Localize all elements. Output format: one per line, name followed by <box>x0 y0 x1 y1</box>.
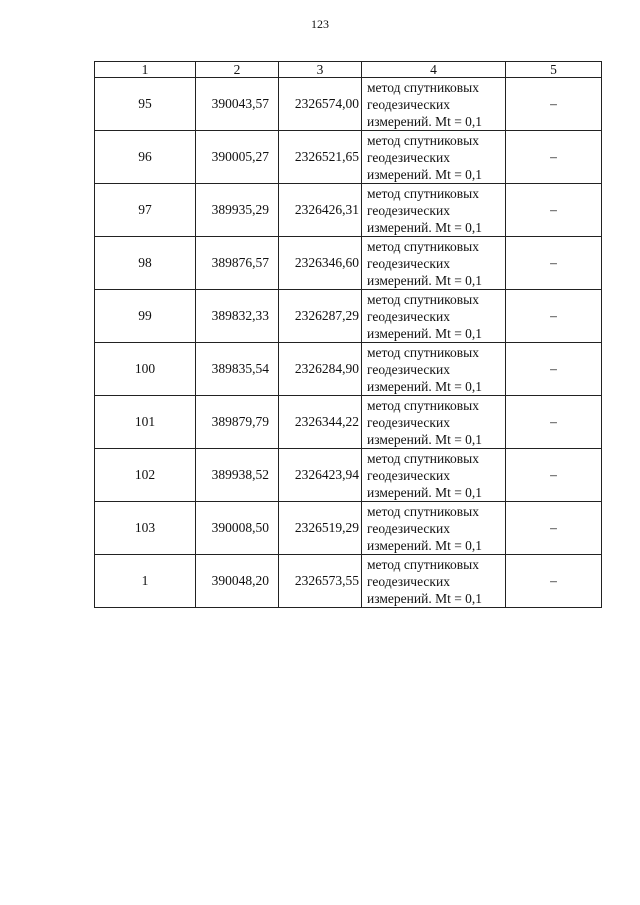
coordinate-x: 390008,50 <box>196 502 279 555</box>
coordinate-y: 2326519,29 <box>279 502 362 555</box>
coordinate-x: 390005,27 <box>196 131 279 184</box>
point-number: 97 <box>95 184 196 237</box>
coordinates-table <box>94 61 602 608</box>
coordinate-x: 389832,33 <box>196 290 279 343</box>
coordinate-x: 389876,57 <box>196 237 279 290</box>
coordinate-y: 2326344,22 <box>279 396 362 449</box>
note-cell: – <box>506 131 602 184</box>
point-number: 100 <box>95 343 196 396</box>
coordinate-y: 2326423,94 <box>279 449 362 502</box>
page-number: 123 <box>311 17 329 31</box>
point-number: 98 <box>95 237 196 290</box>
column-header-4: 4 <box>362 62 506 78</box>
table-row <box>95 78 602 131</box>
method-description: метод спутниковых геодезических измерений. Mt = 0,1 <box>362 237 506 290</box>
note-cell: – <box>506 290 602 343</box>
note-cell: – <box>506 343 602 396</box>
method-description: метод спутниковых геодезических измерений. Mt = 0,1 <box>362 131 506 184</box>
point-number: 95 <box>95 78 196 131</box>
note-cell: – <box>506 78 602 131</box>
coordinate-y: 2326426,31 <box>279 184 362 237</box>
method-description: метод спутниковых геодезических измерений. Mt = 0,1 <box>362 396 506 449</box>
coordinate-y: 2326346,60 <box>279 237 362 290</box>
note-cell: – <box>506 449 602 502</box>
note-cell: – <box>506 502 602 555</box>
coordinate-y: 2326574,00 <box>279 78 362 131</box>
method-description: метод спутниковых геодезических измерений. Mt = 0,1 <box>362 290 506 343</box>
point-number: 96 <box>95 131 196 184</box>
table-row <box>95 237 602 290</box>
note-cell: – <box>506 555 602 608</box>
note-cell: – <box>506 184 602 237</box>
method-description: метод спутниковых геодезических измерений. Mt = 0,1 <box>362 184 506 237</box>
coordinate-y: 2326284,90 <box>279 343 362 396</box>
table-row <box>95 555 602 608</box>
method-description: метод спутниковых геодезических измерений. Mt = 0,1 <box>362 78 506 131</box>
point-number: 102 <box>95 449 196 502</box>
method-description: метод спутниковых геодезических измерений. Mt = 0,1 <box>362 449 506 502</box>
column-header-3: 3 <box>279 62 362 78</box>
table-row <box>95 502 602 555</box>
method-description: метод спутниковых геодезических измерений. Mt = 0,1 <box>362 343 506 396</box>
coordinate-x: 389879,79 <box>196 396 279 449</box>
coordinate-y: 2326287,29 <box>279 290 362 343</box>
table-row <box>95 131 602 184</box>
column-header-5: 5 <box>506 62 602 78</box>
table-row <box>95 184 602 237</box>
table-row <box>95 449 602 502</box>
coordinate-x: 389938,52 <box>196 449 279 502</box>
method-description: метод спутниковых геодезических измерений. Mt = 0,1 <box>362 555 506 608</box>
table-row <box>95 396 602 449</box>
point-number: 99 <box>95 290 196 343</box>
table-row <box>95 290 602 343</box>
coordinate-x: 389835,54 <box>196 343 279 396</box>
coordinate-y: 2326573,55 <box>279 555 362 608</box>
coordinate-y: 2326521,65 <box>279 131 362 184</box>
column-header-1: 1 <box>95 62 196 78</box>
table-row <box>95 343 602 396</box>
coordinate-x: 389935,29 <box>196 184 279 237</box>
note-cell: – <box>506 237 602 290</box>
table-header-row <box>95 62 602 78</box>
point-number: 101 <box>95 396 196 449</box>
coordinate-x: 390043,57 <box>196 78 279 131</box>
method-description: метод спутниковых геодезических измерений. Mt = 0,1 <box>362 502 506 555</box>
point-number: 103 <box>95 502 196 555</box>
point-number: 1 <box>95 555 196 608</box>
column-header-2: 2 <box>196 62 279 78</box>
coordinate-x: 390048,20 <box>196 555 279 608</box>
note-cell: – <box>506 396 602 449</box>
